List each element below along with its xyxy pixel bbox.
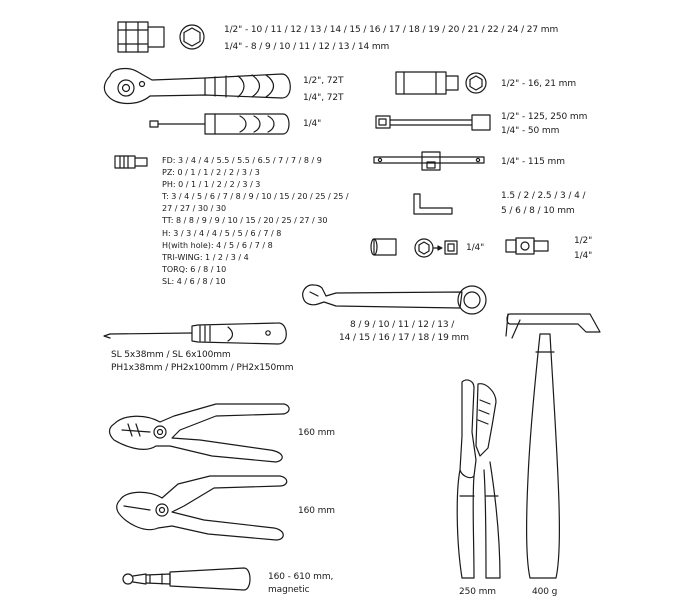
extension-bar-quarter-inch-label: 1/4" - 50 mm (501, 126, 560, 136)
pickup-tool-icon (123, 568, 250, 590)
adapter-label: 1/4" (466, 243, 485, 253)
sockets-quarter-inch-label: 1/4" - 8 / 9 / 10 / 11 / 12 / 13 / 14 mm (224, 42, 390, 52)
bits-h-label: H: 3 / 3 / 4 / 4 / 5 / 5 / 6 / 7 / 8 (162, 228, 282, 238)
t-handle-icon (374, 152, 484, 170)
bits-t-label: T: 3 / 4 / 5 / 6 / 7 / 8 / 9 / 10 / 15 / 20 / 25 / 25 / (162, 192, 349, 202)
extension-bar-icon (376, 115, 490, 130)
wrenches-line1-label: 8 / 9 / 10 / 11 / 12 / 13 / (350, 320, 455, 330)
combination-pliers-icon (110, 404, 290, 462)
t-handle-label: 1/4" - 115 mm (501, 157, 565, 167)
wrenches-line2-label: 14 / 15 / 16 / 17 / 18 / 19 mm (339, 333, 469, 343)
socket-icon (118, 22, 164, 52)
screwdrivers-line2-label: PH1x38mm / PH2x100mm / PH2x150mm (111, 363, 294, 373)
ratchet-half-inch-label: 1/2", 72T (303, 76, 344, 86)
water-pump-pliers-icon (457, 380, 500, 578)
pickup-tool-line2-label: magnetic (268, 585, 310, 595)
spinner-handle-icon (150, 114, 289, 134)
bits-tt-label: TT: 8 / 8 / 9 / 9 / 10 / 15 / 20 / 25 / 27 / 30 (162, 216, 328, 226)
hex-key-icon (414, 194, 452, 214)
hammer-label: 400 g (532, 587, 558, 597)
bits-pz-label: PZ: 0 / 1 / 1 / 2 / 2 / 3 / 3 (162, 168, 260, 178)
deep-socket-icon (396, 72, 486, 94)
pickup-tool-line1-label: 160 - 610 mm, (268, 572, 334, 582)
deep-sockets-label: 1/2" - 16, 21 mm (501, 79, 577, 89)
side-cutters-icon (117, 476, 287, 540)
screwdriver-icon (104, 323, 286, 344)
bits-ph-label: PH: 0 / 1 / 1 / 2 / 2 / 3 / 3 (162, 180, 261, 190)
combination-pliers-label: 160 mm (298, 428, 335, 438)
screwdrivers-line1-label: SL 5x38mm / SL 6x100mm (111, 350, 231, 360)
ratchet-quarter-inch-label: 1/4", 72T (303, 93, 344, 103)
water-pump-pliers-label: 250 mm (459, 587, 496, 597)
bits-torq-label: TORQ: 6 / 8 / 10 (162, 264, 227, 274)
ratchet-icon (104, 69, 290, 104)
bits-h-hole-label: H(with hole): 4 / 5 / 6 / 7 / 8 (162, 240, 273, 250)
spinner-handle-label: 1/4" (303, 119, 322, 129)
adapter-icon (371, 239, 457, 257)
bits-fd-label: FD: 3 / 4 / 4 / 5.5 / 5.5 / 6.5 / 7 / 7 / 8 / 9 (162, 156, 322, 165)
sockets-half-inch-label: 1/2" - 10 / 11 / 12 / 13 / 14 / 15 / 16 / 17 / 18 / 19 / 20 / 21 / 22 / 24 / 27 mm (224, 25, 559, 35)
universal-joint-icon (506, 238, 548, 254)
bit-holder-icon (115, 156, 147, 168)
bits-sl-label: SL: 4 / 6 / 8 / 10 (162, 276, 226, 286)
combination-wrench-icon (303, 285, 486, 314)
hex-keys-line2-label: 5 / 6 / 8 / 10 mm (501, 206, 575, 216)
bits-list (162, 155, 349, 288)
socket-end-icon (180, 25, 204, 49)
universal-joint-half-inch-label: 1/2" (574, 236, 593, 246)
universal-joint-quarter-inch-label: 1/4" (574, 251, 593, 261)
hex-keys-line1-label: 1.5 / 2 / 2.5 / 3 / 4 / (501, 191, 586, 201)
hammer-icon (506, 314, 600, 578)
side-cutters-label: 160 mm (298, 506, 335, 516)
extension-bar-half-inch-label: 1/2" - 125, 250 mm (501, 112, 588, 122)
bits-t-cont-label: 27 / 27 / 30 / 30 (162, 204, 227, 214)
bits-tri-wing-label: TRI-WING: 1 / 2 / 3 / 4 (162, 252, 249, 262)
